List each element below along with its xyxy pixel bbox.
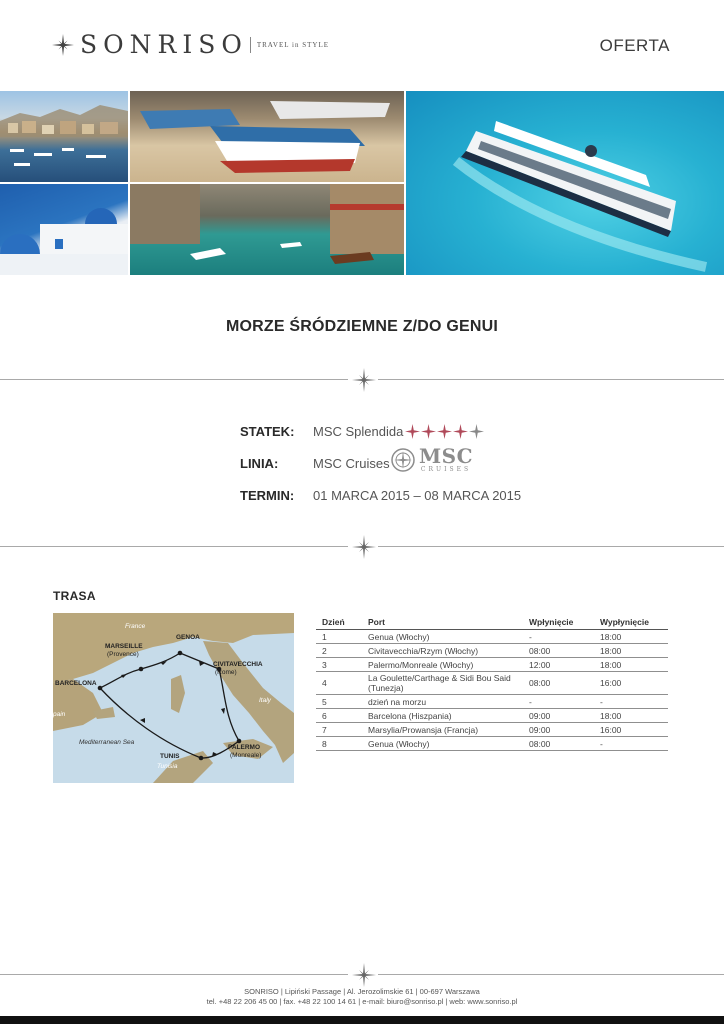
- map-label-civitavecchia-sub: (Rome): [215, 669, 237, 676]
- cell-port: Palermo/Monreale (Włochy): [362, 658, 523, 672]
- footer-divider: [0, 963, 724, 987]
- santorini-photo: [0, 184, 128, 275]
- table-row: [316, 723, 668, 737]
- footer-address: SONRISO | Lipiński Passage | Al. Jerozolimskie 61 | 00-697 Warszawa: [244, 987, 480, 996]
- compass-star-icon: [352, 963, 376, 987]
- map-label-barcelona: BARCELONA: [55, 680, 97, 687]
- fishing-boats-photo: [130, 91, 404, 182]
- cell-port: Barcelona (Hiszpania): [362, 709, 523, 723]
- photo-strip: [0, 91, 724, 275]
- cell-port: Civitavecchia/Rzym (Włochy): [362, 644, 523, 658]
- harbor-town-photo: [0, 91, 128, 182]
- map-label-palermo-sub: (Monreale): [230, 752, 262, 759]
- line-label: LINIA:: [240, 456, 279, 471]
- brand-tagline: TRAVEL in STYLE: [256, 40, 329, 49]
- ship-label: STATEK:: [240, 424, 295, 439]
- map-label-tunis: TUNIS: [160, 753, 180, 760]
- cell-port: dzień na morzu: [362, 695, 523, 709]
- logo-separator: [250, 37, 251, 53]
- map-label-palermo: PALERMO: [228, 744, 261, 751]
- itinerary-table: [316, 615, 668, 751]
- cell-departure: 18:00: [594, 630, 668, 644]
- bottom-bar: [0, 1016, 724, 1024]
- page-footer: [0, 987, 724, 1007]
- cell-port: Genua (Włochy): [362, 630, 523, 644]
- brand-name: SONRISO: [80, 30, 248, 59]
- cell-day: 8: [316, 737, 362, 751]
- term-row: [0, 488, 724, 508]
- venice-canal-photo: [130, 184, 404, 275]
- table-row: [316, 672, 668, 695]
- cell-departure: 18:00: [594, 658, 668, 672]
- compass-star-icon: [352, 368, 376, 392]
- ship-rating: [405, 424, 484, 439]
- cell-departure: 16:00: [594, 723, 668, 737]
- map-label-spain: pain: [53, 711, 66, 718]
- cell-arrival: 12:00: [523, 658, 594, 672]
- star-icon: [437, 424, 452, 439]
- line-value: MSC Cruises: [313, 456, 390, 471]
- cell-port: Marsylia/Prowansja (Francja): [362, 723, 523, 737]
- cell-arrival: 08:00: [523, 644, 594, 658]
- cell-arrival: 08:00: [523, 737, 594, 751]
- cell-day: 4: [316, 672, 362, 695]
- route-map: [53, 613, 294, 783]
- map-label-marseille: MARSEILLE: [105, 643, 143, 650]
- footer-contact: tel. +48 22 206 45 00 | fax. +48 22 100 14 61 | e-mail: biuro@sonriso.pl | web: www.sonriso.pl: [206, 997, 518, 1006]
- cell-day: 5: [316, 695, 362, 709]
- offer-title: MORZE ŚRÓDZIEMNE Z/DO GENUI: [225, 318, 499, 335]
- star-icon: [453, 424, 468, 439]
- cruise-ship-photo: [406, 91, 724, 275]
- term-value: 01 MARCA 2015 – 08 MARCA 2015: [313, 488, 522, 503]
- compass-star-icon: [52, 34, 74, 56]
- cell-arrival: -: [523, 695, 594, 709]
- cell-day: 2: [316, 644, 362, 658]
- star-icon: [421, 424, 436, 439]
- ship-row: [0, 424, 724, 444]
- cell-arrival: 09:00: [523, 723, 594, 737]
- star-icon: [469, 424, 484, 439]
- term-label: TERMIN:: [240, 488, 295, 503]
- table-row: [316, 737, 668, 751]
- cell-port: La Goulette/Carthage & Sidi Bou Said (Tunezja): [362, 672, 523, 695]
- cell-day: 6: [316, 709, 362, 723]
- table-row: [316, 658, 668, 672]
- table-row: [316, 630, 668, 644]
- map-label-genoa: GENOA: [176, 634, 200, 641]
- column-header-arrival: Wpłynięcie: [523, 615, 594, 630]
- table-header-row: [316, 615, 668, 630]
- cell-day: 3: [316, 658, 362, 672]
- table-row: [316, 709, 668, 723]
- cell-departure: -: [594, 737, 668, 751]
- cell-day: 7: [316, 723, 362, 737]
- cell-departure: 18:00: [594, 709, 668, 723]
- column-header-port: Port: [362, 615, 523, 630]
- msc-logo-sub: CRUISES: [420, 466, 472, 473]
- cell-departure: 16:00: [594, 672, 668, 695]
- sonriso-logo: [52, 30, 329, 59]
- map-label-marseille-sub: (Provence): [107, 651, 139, 658]
- table-row: [316, 695, 668, 709]
- cell-day: 1: [316, 630, 362, 644]
- cell-arrival: 09:00: [523, 709, 594, 723]
- map-label-tunisia: Tunisia: [157, 763, 178, 770]
- section-divider: [0, 535, 724, 559]
- cell-departure: -: [594, 695, 668, 709]
- map-label-italy: Italy: [259, 697, 271, 704]
- document-type: OFERTA: [599, 36, 670, 55]
- msc-cruises-logo: [390, 446, 473, 473]
- compass-star-icon: [352, 535, 376, 559]
- line-row: [0, 444, 724, 476]
- column-header-departure: Wypłynięcie: [594, 615, 668, 630]
- star-icon: [405, 424, 420, 439]
- table-row: [316, 644, 668, 658]
- page-header: [0, 0, 724, 90]
- column-header-day: Dzień: [316, 615, 362, 630]
- cell-port: Genua (Włochy): [362, 737, 523, 751]
- section-divider: [0, 368, 724, 392]
- cell-arrival: 08:00: [523, 672, 594, 695]
- map-label-sea: Mediterranean Sea: [79, 739, 135, 746]
- map-label-civitavecchia: CIVITAVECCHIA: [213, 661, 263, 668]
- msc-emblem-icon: [390, 447, 416, 473]
- ship-value: MSC Splendida: [313, 424, 404, 439]
- map-label-france: France: [125, 623, 146, 630]
- msc-logo-main: MSC: [419, 444, 473, 468]
- cell-arrival: -: [523, 630, 594, 644]
- route-heading: TRASA: [53, 589, 96, 603]
- cell-departure: 18:00: [594, 644, 668, 658]
